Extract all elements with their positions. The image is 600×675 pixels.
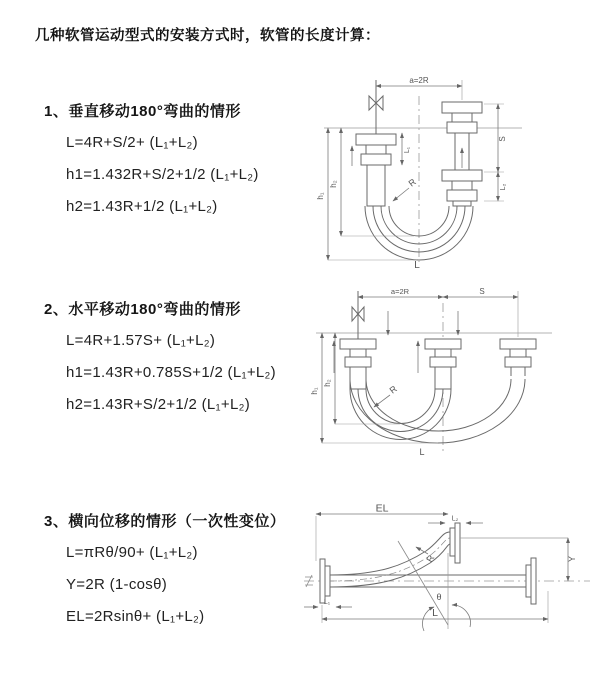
formula-h1: h1=1.432R+S/2+1/2 (L₁+L₂) <box>66 166 259 183</box>
braided-hose-middle <box>435 367 451 389</box>
dim-label-h2: h₂ <box>323 379 332 387</box>
section-vertical-movement <box>44 100 324 223</box>
right-flange-moved <box>500 339 536 376</box>
formula-el: EL=2Rsinθ+ (L₁+L₂) <box>66 608 205 625</box>
valve-icon <box>369 80 383 134</box>
hose-u-assembly <box>316 291 552 453</box>
page-title: 几种软管运动型式的安装方式时，软管的长度计算： <box>35 28 380 44</box>
formula-l: L=4R+S/2+ (L₁+L₂) <box>66 134 198 151</box>
middle-flange <box>425 339 461 367</box>
hose-s-assembly <box>304 523 590 629</box>
section-lateral-displacement <box>44 510 324 633</box>
angle-arc-arrow <box>452 605 470 627</box>
right-flange-original <box>526 558 536 604</box>
length-label: L <box>419 447 425 457</box>
dim-label-h1: h₁ <box>310 387 319 395</box>
radius-label: R <box>406 176 418 189</box>
left-flange <box>320 559 330 603</box>
length-label: L <box>432 607 438 619</box>
angle-label: θ <box>436 592 442 602</box>
dim-label-el: EL <box>375 503 389 515</box>
diagram-vertical-180-bend <box>314 70 586 270</box>
right-flange-original <box>442 170 482 201</box>
section-2-heading: 2、水平移动180°弯曲的情形 <box>44 301 241 318</box>
hose-bend-arcs-position1 <box>350 389 451 440</box>
dim-label-l2: L₂ <box>451 515 459 523</box>
radius-leader <box>374 395 390 407</box>
formula-h2: h2=1.43R+S/2+1/2 (L₁+L₂) <box>66 396 251 413</box>
left-flange <box>356 134 396 165</box>
dim-label-l1: L₁ <box>323 599 331 606</box>
formula-l: L=4R+1.57S+ (L₁+L₂) <box>66 332 216 349</box>
left-flange <box>340 339 376 367</box>
dim-label-a2r: a=2R <box>390 287 410 296</box>
valve-icon <box>352 291 364 339</box>
dim-label-y: Y <box>567 555 577 563</box>
hose-u-assembly <box>324 80 522 262</box>
dim-label-s: S <box>498 136 507 142</box>
braided-hose-left <box>367 165 385 206</box>
formula-h1: h1=1.43R+0.785S+1/2 (L₁+L₂) <box>66 364 276 381</box>
formula-l: L=πRθ/90+ (L₁+L₂) <box>66 544 198 561</box>
formula-h2: h2=1.43R+1/2 (L₁+L₂) <box>66 198 218 215</box>
dim-label-a2r: a=2R <box>409 76 429 85</box>
braided-hose-left <box>350 367 366 389</box>
formula-y: Y=2R (1-cosθ) <box>66 576 168 593</box>
dim-label-h1: h₁ <box>316 192 325 200</box>
length-label: L <box>414 260 420 270</box>
right-flange-moved <box>442 102 482 133</box>
section-1-heading: 1、垂直移动180°弯曲的情形 <box>44 103 241 120</box>
dim-label-l1: L₁ <box>404 146 411 154</box>
upper-flange-moved <box>450 523 460 563</box>
section-horizontal-movement <box>44 298 324 421</box>
diagram-lateral-displacement <box>302 503 594 635</box>
radius-label: R <box>387 383 399 396</box>
braided-hose-right <box>453 201 471 206</box>
radius-label: R <box>424 553 437 564</box>
dim-label-h2: h₂ <box>329 180 338 188</box>
diagram-horizontal-180-bend <box>310 283 588 461</box>
radius-leader <box>393 188 409 201</box>
dim-label-l2: L₂ <box>500 183 507 191</box>
dim-label-s: S <box>479 287 485 296</box>
section-3-heading: 3、横向位移的情形（一次性变位） <box>44 513 286 530</box>
